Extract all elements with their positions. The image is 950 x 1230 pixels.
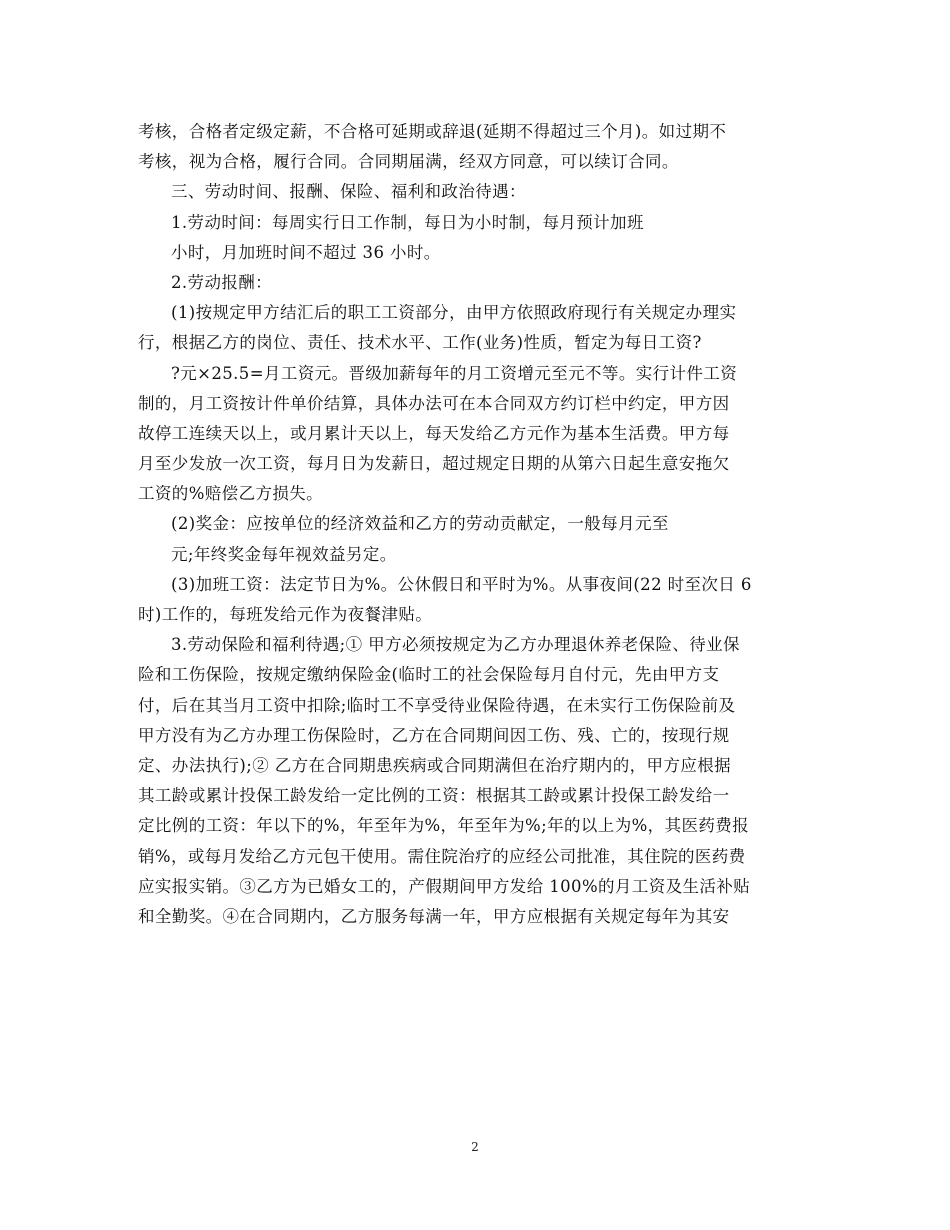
document-body [138, 117, 818, 932]
text-line: 1.劳动时间：每周实行日工作制，每日为小时制，每月预计加班 [171, 212, 644, 232]
text-line: 行，根据乙方的岗位、责任、技术水平、工作(业务)性质，暂定为每日工资? [138, 333, 702, 353]
text-line: 制的，月工资按计件单价结算，具体办法可在本合同双方约订栏中约定，甲方因 [138, 393, 730, 413]
text-line: 定、办法执行);② 乙方在合同期患疾病或合同期满但在治疗期内的，甲方应根据 [138, 755, 732, 775]
text-line: 故停工连续天以上，或月累计天以上，每天发给乙方元作为基本生活费。甲方每 [138, 423, 730, 443]
text-line: 三、劳动时间、报酬、保险、福利和政治待遇： [171, 182, 526, 202]
text-line: 月至少发放一次工资，每月日为发薪日，超过规定日期的从第六日起生意安拖欠 [138, 454, 730, 474]
text-line: 甲方没有为乙方办理工伤保险时，乙方在合同期间因工伤、残、亡的，按现行规 [138, 725, 730, 745]
text-line: 其工龄或累计投保工龄发给一定比例的工资：根据其工龄或累计投保工龄发给一 [138, 786, 730, 806]
text-line: 2.劳动报酬： [171, 272, 273, 292]
text-line: 应实报实销。③乙方为已婚女工的，产假期间甲方发给 100%的月工资及生活补贴 [138, 876, 751, 896]
text-line: 元;年终奖金每年视效益另定。 [171, 544, 397, 564]
text-line: 销%，或每月发给乙方元包干使用。需住院治疗的应经公司批准，其住院的医药费 [138, 846, 746, 866]
text-line: (3)加班工资：法定节日为%。公休假日和平时为%。从事夜间(22 时至次日 6 [171, 574, 752, 594]
text-line: 小时，月加班时间不超过 36 小时。 [171, 242, 441, 262]
text-line: (1)按规定甲方结汇后的职工工资部分，由甲方依照政府现行有关规定办理实 [171, 303, 737, 323]
text-line: 付，后在其当月工资中扣除;临时工不享受待业保险待遇，在未实行工伤保险前及 [138, 695, 736, 715]
page-number: 2 [471, 1140, 479, 1154]
text-line: 险和工伤保险，按规定缴纳保险金(临时工的社会保险每月自付元，先由甲方支 [138, 665, 720, 685]
text-line: 定比例的工资：年以下的%，年至年为%，年至年为%;年的以上为%，其医药费报 [138, 816, 750, 836]
text-line: 工资的%赔偿乙方损失。 [138, 484, 324, 504]
text-line: 和全勤奖。④在合同期内，乙方服务每满一年，甲方应根据有关规定每年为其安 [138, 906, 730, 926]
text-line: (2)奖金：应按单位的经济效益和乙方的劳动贡献定，一般每月元至 [171, 514, 669, 534]
text-line: 时)工作的，每班发给元作为夜餐津贴。 [138, 605, 433, 624]
text-line: 考核，视为合格，履行合同。合同期届满，经双方同意，可以续订合同。 [138, 152, 679, 172]
text-line: 3.劳动保险和福利待遇;① 甲方必须按规定为乙方办理退休养老保险、待业保 [171, 635, 740, 655]
text-line: ?元×25.5=月工资元。晋级加薪每年的月工资增元至元不等。实行计件工资 [171, 363, 738, 383]
text-line: 考核，合格者定级定薪，不合格可延期或辞退(延期不得超过三个月)。如过期不 [138, 122, 727, 141]
